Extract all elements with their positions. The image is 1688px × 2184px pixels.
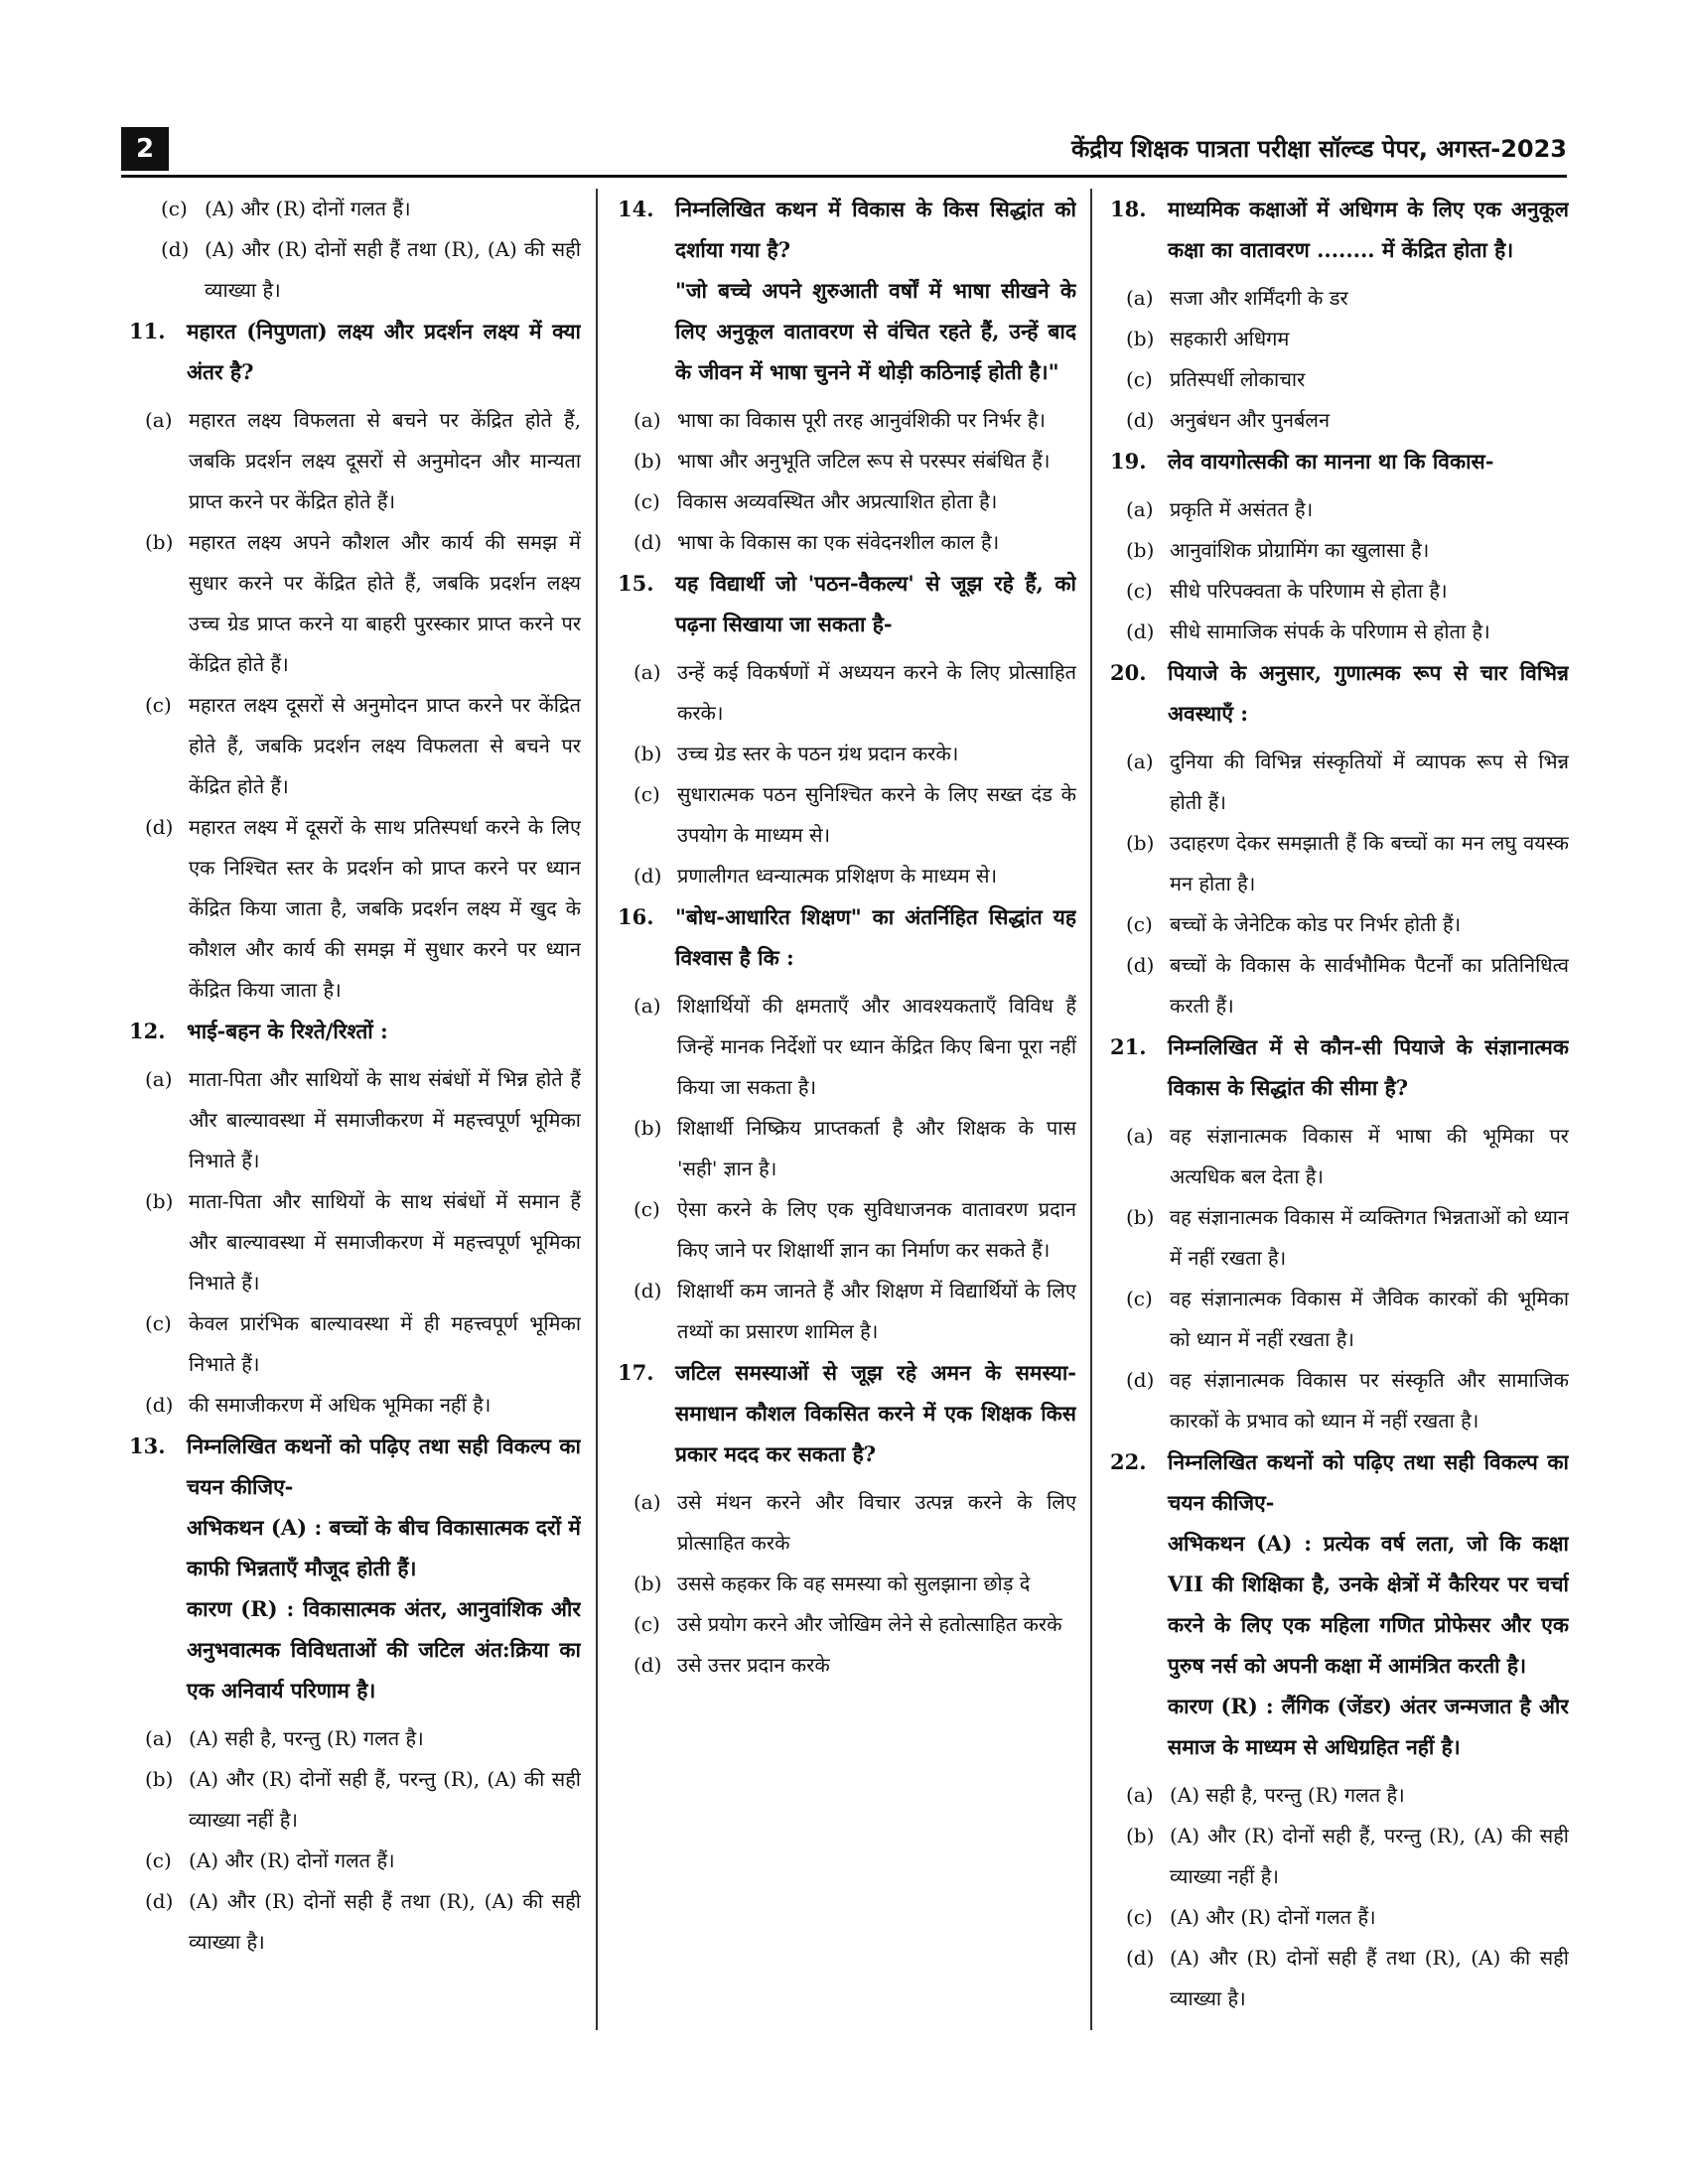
option: (b) उच्च ग्रेड स्तर के पठन ग्रंथ प्रदान करके। xyxy=(633,742,959,765)
question-number: 18. xyxy=(1110,197,1147,221)
option: (c) सीधे परिपक्वता के परिणाम से होता है। xyxy=(1126,579,1448,603)
option: (d) वह संज्ञानात्मक विकास पर संस्कृति और सामाजिक कारकों के प्रभाव को ध्यान में नहीं रखता है। xyxy=(1126,1368,1569,1433)
option: (d) (A) और (R) दोनों सही हैं तथा (R), (A) की सही व्याख्या है। xyxy=(145,1889,581,1954)
options-15 xyxy=(618,652,1076,896)
option: (b) महारत लक्ष्य अपने कौशल और कार्य की समझ में सुधार करने पर केंद्रित होते हैं, जबकि प्रदर्शन लक्ष्य उच्च ग्रेड प्राप्त करने या बाहरी पुरस्कार प्राप्त करने पर केंद्रित होते हैं। xyxy=(145,530,581,676)
question-number: 13. xyxy=(129,1433,166,1458)
option: (b) उससे कहकर कि वह समस्या को सुलझाना छोड़ दे xyxy=(633,1571,1031,1595)
reason: कारण (R) : लैंगिक (जेंडर) अंतर जन्मजात है और समाज के माध्यम से अधिग्रहित नहीं है। xyxy=(1168,1694,1569,1759)
options-12 xyxy=(129,1059,581,1426)
question-stem: निम्नलिखित कथन में विकास के किस सिद्धांत को दर्शाया गया है? xyxy=(675,197,1076,262)
option: (a) सजा और शर्मिंदगी के डर xyxy=(1126,286,1348,310)
options-21 xyxy=(1110,1116,1569,1441)
question-19 xyxy=(1110,441,1569,481)
option: (a) वह संज्ञानात्मक विकास में भाषा की भूमिका पर अत्यधिक बल देता है। xyxy=(1126,1124,1569,1188)
option: (c) उसे प्रयोग करने और जोखिम लेने से हतोत्साहित करके xyxy=(633,1612,1062,1636)
page-header xyxy=(121,127,1567,175)
question-stem: भाई-बहन के रिश्ते/रिश्तों : xyxy=(187,1019,388,1043)
column-divider xyxy=(1090,189,1092,2030)
question-11 xyxy=(129,311,581,392)
reason: कारण (R) : विकासात्मक अंतर, आनुवांशिक और अनुभवात्मक विविधताओं की जटिल अंत:क्रिया का एक अनिवार्य परिणाम है। xyxy=(187,1596,581,1703)
option: (d) प्रणालीगत ध्वन्यात्मक प्रशिक्षण के माध्यम से। xyxy=(633,864,998,887)
option: (b) शिक्षार्थी निष्क्रिय प्राप्तकर्ता है और शिक्षक के पास 'सही' ज्ञान है। xyxy=(633,1116,1076,1180)
assertion: अभिकथन (A) : प्रत्येक वर्ष लता, जो कि कक्षा VII की शिक्षिका है, उनके क्षेत्रों में कैरियर पर चर्चा करने के लिए एक महिला गणित प्रोफेसर और एक पुरुष नर्स को अपनी कक्षा में आमंत्रित करती है। xyxy=(1168,1531,1569,1678)
option: (c) वह संज्ञानात्मक विकास में जैविक कारकों की भूमिका को ध्यान में नहीं रखता है। xyxy=(1126,1287,1569,1351)
assertion: अभिकथन (A) : बच्चों के बीच विकासात्मक दरों में काफी भिन्नताएँ मौजूद होती हैं। xyxy=(187,1515,581,1580)
option: (b) वह संज्ञानात्मक विकास में व्यक्तिगत भिन्नताओं को ध्यान में नहीं रखता है। xyxy=(1126,1205,1569,1270)
question-18 xyxy=(1110,189,1569,270)
option: (a) माता-पिता और साथियों के साथ संबंधों में भिन्न होते हैं और बाल्यावस्था में समाजीकरण में महत्त्वपूर्ण भूमिका निभाते हैं। xyxy=(145,1067,581,1172)
option: (c) ऐसा करने के लिए एक सुविधाजनक वातावरण प्रदान किए जाने पर शिक्षार्थी ज्ञान का निर्माण कर सकते हैं। xyxy=(633,1197,1076,1262)
option: (c) केवल प्रारंभिक बाल्यावस्था में ही महत्त्वपूर्ण भूमिका निभाते हैं। xyxy=(145,1311,581,1376)
question-number: 16. xyxy=(618,904,654,929)
question-number: 11. xyxy=(129,319,166,343)
option: (d) (A) और (R) दोनों सही हैं तथा (R), (A) की सही व्याख्या है। xyxy=(1126,1946,1569,2010)
option: (a) शिक्षार्थियों की क्षमताएँ और आवश्यकताएँ विविध हैं जिन्हें मानक निर्देशों पर ध्यान केंद्रित किए बिना पूरा नहीं किया जा सकता है। xyxy=(633,994,1076,1099)
options-20 xyxy=(1110,742,1569,1026)
option: (b) सहकारी अधिगम xyxy=(1126,327,1290,350)
options-18 xyxy=(1110,278,1569,441)
option: (a) भाषा का विकास पूरी तरह आनुवंशिकी पर निर्भर है। xyxy=(633,408,1046,432)
question-stem: माध्यमिक कक्षाओं में अधिगम के लिए एक अनुकूल कक्षा का वातावरण ........ में केंद्रित होता है। xyxy=(1168,197,1569,262)
question-stem: लेव वायगोत्सकी का मानना था कि विकास- xyxy=(1168,449,1494,474)
option: (a) (A) सही है, परन्तु (R) गलत है। xyxy=(145,1726,424,1750)
question-number: 14. xyxy=(618,197,654,221)
option: (b) माता-पिता और साथियों के साथ संबंधों में समान हैं और बाल्यावस्था में समाजीकरण में महत्त्वपूर्ण भूमिका निभाते हैं। xyxy=(145,1189,581,1295)
column-divider xyxy=(596,189,598,2030)
option: (a) प्रकृति में असंतत है। xyxy=(1126,497,1314,521)
question-number: 22. xyxy=(1110,1449,1147,1474)
option: (b) भाषा और अनुभूति जटिल रूप से परस्पर संबंधित हैं। xyxy=(633,449,1051,473)
question-21 xyxy=(1110,1026,1569,1108)
header-rule xyxy=(121,175,1567,178)
question-number: 19. xyxy=(1110,449,1147,474)
option: (d) अनुबंधन और पुनर्बलन xyxy=(1126,408,1331,432)
question-12 xyxy=(129,1011,581,1051)
option: (a) (A) सही है, परन्तु (R) गलत है। xyxy=(1126,1783,1405,1807)
question-number: 12. xyxy=(129,1019,166,1043)
options-19 xyxy=(1110,489,1569,652)
column-3 xyxy=(1110,189,1569,2035)
question-16 xyxy=(618,896,1076,978)
option: (c) सुधारात्मक पठन सुनिश्चित करने के लिए सख्त दंड के उपयोग के माध्यम से। xyxy=(633,782,1076,847)
question-13 xyxy=(129,1426,581,1710)
options-16 xyxy=(618,986,1076,1352)
option: (c) बच्चों के जेनेटिक कोड पर निर्भर होती हैं। xyxy=(1126,912,1462,936)
option: (b) आनुवांशिक प्रोग्रामिंग का खुलासा है। xyxy=(1126,538,1430,562)
carryover-options xyxy=(145,189,581,311)
option: (b) (A) और (R) दोनों सही हैं, परन्तु (R), (A) की सही व्याख्या नहीं है। xyxy=(145,1767,581,1832)
question-17 xyxy=(618,1352,1076,1474)
question-stem: निम्नलिखित कथनों को पढ़िए तथा सही विकल्प का चयन कीजिए- xyxy=(187,1433,581,1499)
question-stem: निम्नलिखित कथनों को पढ़िए तथा सही विकल्प का चयन कीजिए- xyxy=(1168,1449,1569,1515)
option: (d) बच्चों के विकास के सार्वभौमिक पैटर्नों का प्रतिनिधित्व करती हैं। xyxy=(1126,953,1569,1018)
question-stem: "बोध-आधारित शिक्षण" का अंतर्निहित सिद्धांत यह विश्वास है कि : xyxy=(675,904,1076,970)
option: (d) उसे उत्तर प्रदान करके xyxy=(633,1653,830,1677)
option: (c) प्रतिस्पर्धी लोकाचार xyxy=(1126,367,1306,391)
question-stem: महारत (निपुणता) लक्ष्य और प्रदर्शन लक्ष्य में क्या अंतर है? xyxy=(187,319,581,384)
options-13 xyxy=(129,1718,581,1963)
option: (c) (A) और (R) दोनों गलत हैं। xyxy=(1126,1905,1376,1929)
question-number: 20. xyxy=(1110,660,1147,685)
question-15 xyxy=(618,563,1076,644)
question-22 xyxy=(1110,1441,1569,1767)
option: (a) महारत लक्ष्य विफलता से बचने पर केंद्रित होते हैं, जबकि प्रदर्शन लक्ष्य दूसरों से अनुमोदन और मान्यता प्राप्त करने पर केंद्रित होते हैं। xyxy=(145,408,581,513)
options-17 xyxy=(618,1482,1076,1686)
option: (d) सीधे सामाजिक संपर्क के परिणाम से होता है। xyxy=(1126,619,1490,643)
question-14 xyxy=(618,189,1076,392)
option: (c) (A) और (R) दोनों गलत हैं। xyxy=(145,1848,395,1872)
question-number: 15. xyxy=(618,571,654,596)
option: (a) उन्हें कई विकर्षणों में अध्ययन करने के लिए प्रोत्साहित करके। xyxy=(633,660,1076,725)
question-stem: निम्नलिखित में से कौन-सी पियाजे के संज्ञानात्मक विकास के सिद्धांत की सीमा है? xyxy=(1168,1034,1569,1100)
column-2 xyxy=(618,189,1076,2035)
option: (d) शिक्षार्थी कम जानते हैं और शिक्षण में विद्यार्थियों के लिए तथ्यों का प्रसारण शामिल है। xyxy=(633,1279,1076,1343)
column-1 xyxy=(129,189,581,2035)
option: (d) (A) और (R) दोनों सही हैं तथा (R), (A) की सही व्याख्या है। xyxy=(161,237,581,302)
option: (a) उसे मंथन करने और विचार उत्पन्न करने के लिए प्रोत्साहित करके xyxy=(633,1490,1076,1555)
options-11 xyxy=(129,400,581,1011)
option: (c) महारत लक्ष्य दूसरों से अनुमोदन प्राप्त करने पर केंद्रित होते हैं, जबकि प्रदर्शन लक्ष्य विफलता से बचने पर केंद्रित होते हैं। xyxy=(145,693,581,798)
option: (d) की समाजीकरण में अधिक भूमिका नहीं है। xyxy=(145,1393,492,1417)
question-number: 21. xyxy=(1110,1034,1147,1059)
option: (c) (A) और (R) दोनों गलत हैं। xyxy=(161,197,411,220)
header-title: केंद्रीय शिक्षक पात्रता परीक्षा सॉल्व्ड पेपर, अगस्त-2023 xyxy=(1070,135,1567,163)
option: (a) दुनिया की विभिन्न संस्कृतियों में व्यापक रूप से भिन्न होती हैं। xyxy=(1126,750,1569,814)
option: (b) उदाहरण देकर समझाती हैं कि बच्चों का मन लघु वयस्क मन होता है। xyxy=(1126,831,1569,895)
option: (b) (A) और (R) दोनों सही हैं, परन्तु (R), (A) की सही व्याख्या नहीं है। xyxy=(1126,1824,1569,1888)
question-stem: पियाजे के अनुसार, गुणात्मक रूप से चार विभिन्न अवस्थाएँ : xyxy=(1168,660,1569,726)
question-stem: जटिल समस्याओं से जूझ रहे अमन के समस्या-समाधान कौशल विकसित करने में एक शिक्षक किस प्रकार मदद कर सकता है? xyxy=(675,1360,1076,1466)
question-20 xyxy=(1110,652,1569,734)
question-quote: "जो बच्चे अपने शुरुआती वर्षों में भाषा सीखने के लिए अनुकूल वातावरण से वंचित रहते हैं, उन्हें बाद के जीवन में भाषा चुनने में थोड़ी कठिनाई होती है।" xyxy=(675,278,1076,384)
options-22 xyxy=(1110,1775,1569,2019)
question-stem: यह विद्यार्थी जो 'पठन-वैकल्य' से जूझ रहे हैं, को पढ़ना सिखाया जा सकता है- xyxy=(675,571,1076,636)
options-14 xyxy=(618,400,1076,563)
question-number: 17. xyxy=(618,1360,654,1385)
option: (d) महारत लक्ष्य में दूसरों के साथ प्रतिस्पर्धा करने के लिए एक निश्चित स्तर के प्रदर्शन को प्राप्त करने पर ध्यान केंद्रित किया जाता है, जबकि प्रदर्शन लक्ष्य में खुद के कौशल और कार्य की समझ में सुधार करने पर ध्यान केंद्रित किया जाता है। xyxy=(145,815,581,1002)
option: (c) विकास अव्यवस्थित और अप्रत्याशित होता है। xyxy=(633,489,998,513)
option: (d) भाषा के विकास का एक संवेदनशील काल है। xyxy=(633,530,1000,554)
page-number: 2 xyxy=(121,127,169,171)
